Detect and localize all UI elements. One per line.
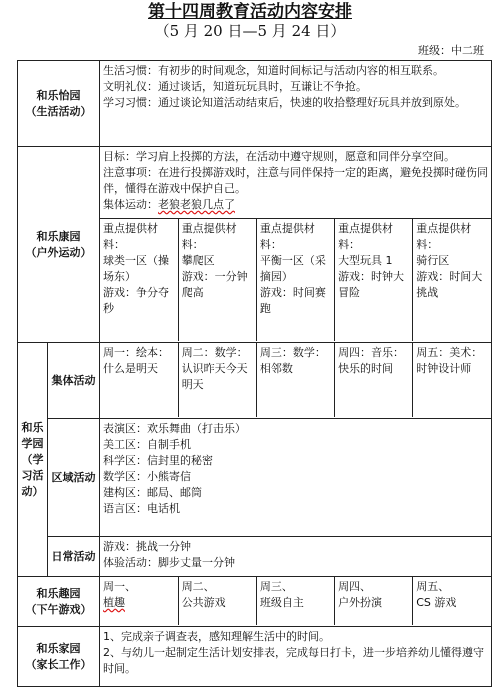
daily-line-1: 游戏：挑战一分钟 [103,540,191,553]
home-title: 和乐家园 [36,641,81,655]
zone-2-label: 重点提供材料： [181,222,237,251]
class-label: 班级：中二班 [418,44,484,57]
zone-3-label: 重点提供材料： [259,222,315,251]
life-subtitle: （生活活动） [25,104,92,118]
play-day-4-content: 户外扮演 [338,596,383,609]
collective-day-1-name: 周一： [103,346,136,359]
play-table [100,577,491,625]
play-day-5 [413,577,491,625]
collective-day-2-content: 数学：认识昨天今天明天 [181,346,248,391]
collective-day-3 [256,343,334,417]
date-range: （5 月 20 日—5 月 24 日） [154,22,346,40]
collective-day-1-content: 绘本：什么是明天 [103,346,169,375]
collective-table [100,343,491,417]
area-label: 区域活动 [48,419,100,537]
row-health-goal [18,147,492,219]
area-line-1: 表演区：欢乐舞曲（打击乐） [103,422,246,435]
play-day-1-content: 植趣 [103,596,125,609]
health-heading [18,147,100,343]
play-day-3-name: 周三、 [259,580,293,593]
collective-day-5 [413,343,491,417]
play-day-4-name: 周四、 [338,580,372,593]
collective-cell [100,343,492,419]
health-title: 和乐康园 [36,229,81,243]
play-day-5-name: 周五、 [416,580,450,593]
health-goal: 目标：学习肩上投掷的方法，在活动中遵守规则，愿意和同伴分享空间。 [103,150,455,163]
home-subtitle: （家长工作） [25,657,92,671]
daily-line-2: 体验活动：脚步丈量一分钟 [103,556,235,569]
health-group-prefix: 集体运动： [103,198,158,211]
row-life [18,61,492,147]
zone-4-label: 重点提供材料： [338,222,394,251]
area-line-4: 数学区：小熊寄信 [103,470,191,483]
life-content [100,61,492,147]
row-play [18,577,492,627]
health-zones-table [100,219,491,341]
play-day-2-content: 公共游戏 [181,596,226,609]
zone-5-game: 游戏：时间大挑战 [416,270,483,299]
collective-day-3-name: 周三： [259,346,293,359]
home-content [100,627,492,687]
area-line-5: 建构区：邮局、邮筒 [103,486,202,499]
area-line-3: 科学区：信封里的秘密 [103,454,213,467]
document-title: 第十四周教育活动内容安排 [148,2,352,22]
area-line-6: 语言区：电话机 [103,502,180,515]
collective-day-3-content: 数学：相邻数 [259,346,326,375]
health-note: 注意事项：在进行投掷游戏时，注意与同伴保持一定的距离，避免投掷时碰伤同伴，懂得在游戏中保护自己。 [103,166,488,195]
zone-1-area: 球类一区（操场东） [103,254,169,283]
collective-day-1 [100,343,178,417]
area-line-2: 美工区：自制手机 [103,438,191,451]
health-goal-content [100,147,492,219]
play-day-1-name: 周一、 [103,580,136,593]
play-day-3-content: 班级自主 [259,596,304,609]
play-heading [18,577,100,627]
zone-4-game: 游戏：时钟大冒险 [338,270,405,299]
play-cell [100,577,492,627]
collective-day-2-name: 周二： [181,346,215,359]
health-group-game: 老狼老狼几点了 [158,198,235,211]
row-home [18,627,492,687]
life-title: 和乐怡园 [36,88,81,102]
play-title: 和乐趣园 [36,586,81,600]
row-study-daily [18,537,492,577]
zone-4-area: 大型玩具 1 [338,254,393,267]
weekly-plan-table [17,60,492,687]
collective-day-5-name: 周五： [416,346,450,359]
study-heading: 和乐学园（学习活动） [18,343,48,577]
zone-3-area: 平衡一区（采摘园） [259,254,326,283]
daily-label: 日常活动 [48,537,100,577]
collective-day-4-name: 周四： [338,346,372,359]
zone-5-area: 骑行区 [416,254,450,267]
home-line-1: 1、完成亲子调查表，感知理解生活中的时间。 [103,630,330,643]
home-heading [18,627,100,687]
row-study-area [18,419,492,537]
collective-day-4 [335,343,413,417]
home-line-2: 2、与幼儿一起制定生活计划安排表，完成每日打卡，进一步培养幼儿懂得遵守时间。 [103,646,484,675]
play-day-5-content: CS 游戏 [416,596,457,609]
life-heading [18,61,100,147]
zone-2 [178,219,256,341]
play-day-2-name: 周二、 [181,580,215,593]
zone-1 [100,219,178,341]
row-study-collective [18,343,492,419]
zone-5 [413,219,491,341]
zone-2-game: 游戏：一分钟爬高 [181,270,248,299]
zone-1-game: 游戏：争分夺秒 [103,286,169,315]
zone-2-area: 攀爬区 [181,254,215,267]
collective-label: 集体活动 [48,343,100,419]
health-zones-cell [100,219,492,343]
zone-3-game: 游戏：时间赛跑 [259,286,326,315]
play-day-4 [335,577,413,625]
zone-3 [256,219,334,341]
zone-5-label: 重点提供材料： [416,222,472,251]
life-line-3: 学习习惯：通过谈论知道活动结束后，快速的收拾整理好玩具并放到原处。 [103,96,466,109]
life-line-1: 生活习惯：有初步的时间观念，知道时间标记与活动内容的相互联系。 [103,64,444,77]
collective-day-5-content: 美术：时钟设计师 [416,346,483,375]
area-content [100,419,492,537]
play-day-3 [256,577,334,625]
zone-1-label: 重点提供材料： [103,222,158,251]
collective-day-2 [178,343,256,417]
health-group-activity [103,197,488,213]
zone-4 [335,219,413,341]
life-line-2: 文明礼仪：通过谈话，知道玩玩具时，互谦让不争抢。 [103,80,367,93]
daily-content [100,537,492,577]
health-subtitle: （户外运动） [25,245,92,259]
play-day-2 [178,577,256,625]
collective-day-4-content: 音乐：快乐的时间 [338,346,405,375]
play-day-1 [100,577,178,625]
play-subtitle: （下午游戏） [25,602,92,616]
